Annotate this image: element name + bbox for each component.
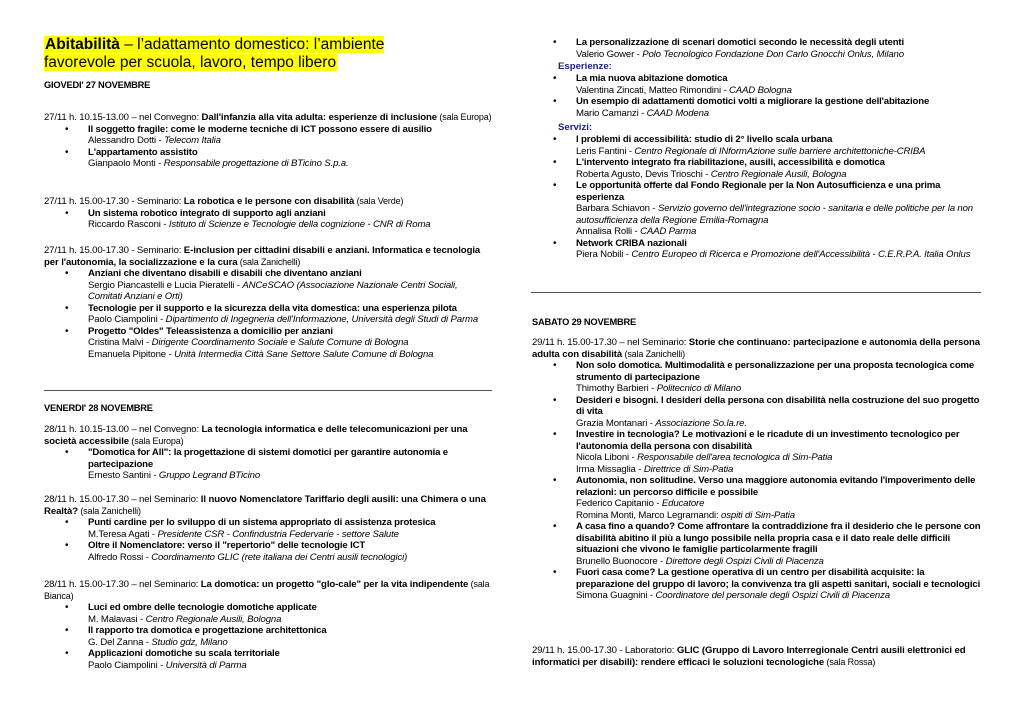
speaker-name: Barbara Schiavon - [576, 203, 658, 214]
day-heading-thursday: GIOVEDI' 27 NOVEMBRE [44, 80, 151, 90]
speaker-line [88, 314, 492, 326]
event-time: 28/11 h. 10.15-13.00 – nel Convegno: [44, 424, 202, 435]
talk-title: • "Domotica for All": la progettazione di sistemi domotici per garantire autonomia e partecipazione [88, 447, 448, 470]
event-time: 29/11 h. 15.00-17.30 - Laboratorio: [532, 645, 677, 656]
list-item [44, 208, 492, 231]
talk-title: • Applicazioni domotiche su scala territoriale [88, 648, 280, 660]
speaker-name: Valentina Zincati, Matteo Rimondini - [576, 84, 730, 96]
speaker-line [576, 498, 982, 510]
speaker-affiliation: ospiti di Sim-Patia [721, 509, 795, 521]
speaker-name: Thimothy Barbieri - [576, 383, 657, 395]
list-item [532, 360, 982, 395]
item-list [44, 447, 492, 482]
speaker-name: G. Del Zanna - [88, 636, 152, 648]
speaker-line [576, 203, 982, 226]
list-item [44, 540, 492, 563]
speaker-affiliation: Presidente CSR - Confindustria Federvarie - settore Salute [157, 528, 399, 540]
speaker-affiliation: Istituto di Scienze e Tecnologie della cognizione - CNR di Roma [168, 219, 431, 231]
speaker-affiliation: CAAD Parma [640, 226, 697, 237]
speaker-name: Ernesto Santini - [88, 470, 159, 482]
talk-title: • La personalizzazione di scenari domotici secondo le necessità degli utenti [576, 37, 904, 48]
speaker-name: Irma Missaglia - [576, 463, 644, 475]
speaker-line [576, 249, 982, 261]
talk-title: • Investire in tecnologia? Le motivazioni e le ricadute di un investimento tecnologico per l'autonomia della persona con disabilità [576, 429, 960, 452]
event-header [44, 579, 492, 602]
speaker-line [576, 418, 982, 430]
talk-title: • Il soggetto fragile: come le moderne tecniche di ICT possono essere di ausilio [88, 123, 432, 135]
speaker-line [88, 158, 492, 170]
speaker-line [88, 470, 492, 482]
speaker-affiliation: Responsabile dell'area tecnologica di Sim-Patia [637, 452, 833, 464]
speaker-affiliation: Responsabile progettazione di BTicino S.p.a. [163, 158, 349, 170]
speaker-name: Paolo Ciampolini - [88, 659, 166, 671]
event-header [532, 337, 982, 360]
speaker-affiliation: CAAD Bologna [729, 84, 792, 96]
speaker-affiliation: Direttore degli Ospizi Civili di Piacenza [665, 555, 824, 567]
item-list [532, 37, 982, 60]
list-item [532, 157, 982, 180]
speaker-affiliation: Associazione So.la.re. [655, 417, 747, 429]
item-list [532, 360, 982, 602]
talk-title: • Oltre il Nomenclatore: verso il "repertorio" delle tecnologie ICT [88, 540, 366, 552]
event-time: 28/11 h. 15.00-17.30 – nel Seminario: [44, 494, 201, 505]
speaker-affiliation: Centro Regionale Ausili, Bologna [145, 613, 282, 625]
speaker-line [88, 637, 492, 649]
item-list [44, 602, 492, 671]
event-block [532, 337, 982, 602]
list-item [44, 268, 492, 303]
speaker-line [576, 556, 982, 568]
speaker-line [576, 383, 982, 395]
event-header [44, 245, 492, 268]
item-list [44, 517, 492, 563]
talk-title: • Fuori casa come? La gestione operativa di un centro per disabilità acquisite: la preparazione del gruppo di lavoro; la convivenza tra gli aspetti sanitari, sociali e tecnologici [576, 567, 981, 590]
list-item [44, 147, 492, 170]
item-list [44, 124, 492, 170]
event-block [532, 645, 982, 668]
talk-title: • Punti cardine per lo sviluppo di un sistema appropriato di assistenza protesica [88, 517, 436, 529]
speaker-name: Federico Capitanio - [576, 498, 662, 510]
event-time: 28/11 h. 15.00-17.30 – nel Seminario: [44, 579, 201, 590]
speaker-name: Gianpaolo Monti - [88, 158, 164, 170]
event-time: 29/11 h. 15.00-17.30 – nel Seminario: [532, 337, 689, 348]
speaker-name: Emanuela Pipitone - [88, 348, 175, 360]
day-heading-friday: VENERDI' 28 NOVEMBRE [44, 403, 153, 413]
speaker-name: Romina Monti, Marco Legramandi: [576, 509, 722, 521]
speaker-name: Alfredo Rossi - [88, 551, 152, 563]
talk-title: • Anziani che diventano disabili e disabili che diventano anziani [88, 268, 362, 280]
speaker-affiliation: Telecom Italia [164, 135, 221, 147]
event-block [44, 424, 492, 482]
list-item [532, 73, 982, 96]
event-time: 27/11 h. 15.00-17.30 - Seminario: [44, 245, 184, 256]
list-item [44, 625, 492, 648]
list-item [44, 303, 492, 326]
event-name: E-inclusion per cittadini disabili e anziani. Informatica e tecnologia per l'autonomia, la socializzazione e la cura [44, 245, 481, 268]
event-block [44, 494, 492, 563]
section-label-servizi: Servizi: [558, 122, 593, 133]
speaker-affiliation: ANCeSCAO (Associazione Nazionale Centri Sociali, Comitati Anziani e Orti) [88, 279, 458, 303]
title-bold: Abitabilità [45, 36, 120, 53]
speaker-line [88, 337, 492, 349]
speaker-line [576, 108, 982, 120]
speaker-name: Mario Camanzi - [576, 107, 647, 119]
divider [44, 390, 492, 391]
speaker-name: M. Malavasi - [88, 613, 146, 625]
left-column [44, 0, 492, 671]
talk-title: • Progetto "Oldes" Teleassistenza a domicilio per anziani [88, 325, 333, 337]
speaker-affiliation: Unità Intermedia Città Sane Settore Salute Comune di Bologna [174, 348, 434, 360]
event-name: La robotica e le persone con disabilità [183, 196, 355, 207]
list-item [44, 447, 492, 482]
event-time: 27/11 h. 15.00-17.30 - Seminario: [44, 196, 184, 207]
speaker-line [88, 219, 492, 231]
speaker-name: Alessandro Dotti - [88, 135, 165, 147]
speaker-line [576, 169, 982, 181]
speaker-line [576, 510, 982, 522]
speaker-name: Paolo Ciampolini - [88, 314, 166, 326]
item-list [44, 208, 492, 231]
list-item [532, 475, 982, 521]
event-name: La tecnologia informatica e delle telecomunicazioni per una società accessibile [44, 424, 468, 447]
speaker-name: Valerio Gower - [576, 48, 643, 60]
event-room: (sala Verde) [354, 196, 404, 206]
speaker-name: Nicola Liboni - [576, 452, 638, 464]
list-item [532, 567, 982, 602]
event-name: GLIC (Gruppo di Lavoro Interregionale Centri ausili elettronici ed informatici per disabili): rendere efficaci le soluzioni tecnologiche [532, 645, 966, 668]
speaker-name: Simona Guagnini - [576, 590, 656, 602]
list-item [44, 124, 492, 147]
speaker-line [576, 452, 982, 464]
speaker-line [88, 529, 492, 541]
speaker-affiliation: Dipartimento di Ingegneria dell'Informazione, Università degli Studi di Parma [165, 314, 479, 326]
event-name: La domotica: un progetto "glo-cale" per la vita indipendente [200, 579, 469, 590]
event-header [44, 112, 492, 124]
speaker-affiliation: Dirigente Coordinamento Sociale e Salute Comune di Bologna [151, 337, 409, 349]
event-header [44, 196, 492, 208]
title-rest: – l’adattamento domestico: l’ambiente favorevole per scuola, lavoro, tempo libero [44, 36, 385, 71]
list-item [532, 37, 982, 60]
page-title [44, 36, 454, 72]
speaker-line [88, 614, 492, 626]
speaker-name: Riccardo Rasconi - [88, 219, 169, 231]
list-item [44, 326, 492, 361]
event-block [44, 245, 492, 360]
list-item [532, 96, 982, 119]
event-name: Il nuovo Nomenclatore Tariffario degli ausili: una Chimera o una Realtà? [44, 494, 486, 517]
speaker-line [576, 464, 982, 476]
event-block [44, 112, 492, 170]
event-block [44, 579, 492, 671]
speaker-affiliation: Servizio governo dell'integrazione socio - sanitaria e delle politiche per la non autosufficienza della Regione Emilia-Romagna [576, 203, 973, 226]
talk-title: • Luci ed ombre delle tecnologie domotiche applicate [88, 602, 317, 614]
talk-title: • Un sistema robotico integrato di supporto agli anziani [88, 207, 326, 219]
speaker-line [576, 49, 982, 61]
list-item [532, 134, 982, 157]
talk-title: • Desideri e bisogni. I desideri della persona con disabilità nella costruzione del suo progetto di vita [576, 394, 980, 418]
talk-title: • Il rapporto tra domotica e progettazione architettonica [88, 625, 327, 637]
speaker-line [88, 349, 492, 361]
list-item [44, 648, 492, 671]
speaker-affiliation: Polo Tecnologico Fondazione Don Carlo Gnocchi Onlus, Milano [642, 48, 904, 60]
speaker-name: Piera Nobili - [576, 249, 632, 260]
speaker-name: Sergio Piancastelli e Lucia Pieratelli - [88, 279, 243, 291]
speaker-affiliation: Studio gdz, Milano [151, 636, 228, 648]
list-item [532, 395, 982, 430]
day-heading-saturday: SABATO 29 NOVEMBRE [532, 317, 637, 327]
speaker-affiliation: Università di Parma [165, 659, 247, 671]
talk-title: • Le opportunità offerte dal Fondo Regionale per la Non Autosufficienza e una prima esperienza [576, 180, 941, 203]
speaker-name: Leris Fantini - [576, 145, 635, 157]
speaker-affiliation: Direttrice di Sim-Patia [643, 463, 734, 475]
item-list [532, 134, 982, 261]
talk-title: • L'intervento integrato fra riabilitazione, ausili, accessibilità e domotica [576, 157, 885, 168]
speaker-affiliation: Centro Regionale Ausili, Bologna [710, 168, 847, 180]
speaker-name: Roberta Agusto, Devis Trioschi - [576, 168, 711, 180]
speaker-affiliation: CAAD Modena [646, 107, 709, 119]
list-item [44, 517, 492, 540]
list-item [532, 180, 982, 238]
event-room: (sala Rossa) [824, 656, 876, 667]
item-list [532, 73, 982, 119]
speaker-affiliation: Centro Europeo di Ricerca e Promozione dell'Accessibilità - C.E.R.P.A. Italia Onlus [631, 249, 971, 260]
event-name: Dall'infanzia alla vita adulta: esperienze di inclusione [201, 112, 438, 123]
speaker-line [576, 226, 982, 238]
speaker-affiliation: Gruppo Legrand BTicino [158, 470, 261, 482]
speaker-line [576, 85, 982, 97]
talk-title: • Tecnologie per il supporto e la sicurezza della vita domestica: una esperienza pilota [88, 302, 457, 314]
speaker-name: Grazia Montanari - [576, 417, 656, 429]
talk-title: • La mia nuova abitazione domotica [576, 73, 728, 84]
event-name: Storie che continuano: partecipazione e autonomia della persona adulta con disabilità [532, 337, 980, 360]
event-room: (sala Zanichelli) [77, 505, 141, 516]
speaker-line [576, 590, 982, 602]
section-label-esperienze: Esperienze: [558, 61, 612, 72]
speaker-line [576, 146, 982, 158]
speaker-line [88, 552, 492, 564]
list-item [44, 602, 492, 625]
list-item [532, 521, 982, 567]
talk-title: • Non solo domotica. Multimodalità e personalizzazione per una proposta tecnologica come strumento di partecipazione [576, 360, 975, 383]
talk-title: • Un esempio di adattamenti domotici volti a migliorare la gestione dell'abitazione [576, 96, 930, 107]
talk-title: • A casa fino a quando? Come affrontare la contraddizione fra il desiderio che le persone con disabilità abitino il più a lungo possibile nella propria casa e il dato reale delle difficili situazioni che vivono le famiglie particolarmente fragili [576, 521, 981, 556]
talk-title: • L'appartamento assistito [88, 146, 198, 158]
divider [531, 292, 981, 293]
event-header [532, 645, 982, 668]
event-header [44, 494, 492, 517]
event-room: (sala Europa) [437, 112, 492, 122]
list-item [532, 238, 982, 261]
talk-title: • Autonomia, non solitudine. Verso una maggiore autonomia evitando l'impoverimento delle relazioni: un percorso difficile e possibile [576, 475, 976, 498]
speaker-name: Brunello Buonocore - [576, 555, 666, 567]
speaker-line [88, 135, 492, 147]
speaker-affiliation: Coordinamento GLIC (rete italiana dei Centri ausili tecnologici) [151, 551, 408, 563]
speaker-affiliation: Coordinatore del personale degli Ospizi Civili di Piacenza [655, 590, 890, 602]
event-time: 27/11 h. 10.15-13.00 – nel Convegno: [44, 112, 202, 123]
item-list [44, 268, 492, 360]
talk-title: • I problemi di accessibilità: studio di 2° livello scala urbana [576, 134, 833, 145]
event-room: (sala Zanichelli) [237, 256, 301, 267]
speaker-line [88, 660, 492, 672]
speaker-affiliation: Centro Regionale di INformAzione sulle barriere architettoniche-CRIBA [634, 145, 926, 157]
event-room: (sala Europa) [129, 435, 184, 446]
speaker-affiliation: Educatore [661, 498, 705, 510]
speaker-affiliation: Politecnico di Milano [656, 383, 742, 395]
event-block [44, 196, 492, 231]
speaker-line [88, 280, 492, 303]
event-room: (sala Zanichelli) [622, 348, 685, 359]
speaker-name: M.Teresa Agati - [88, 528, 158, 540]
speaker-name: Cristina Malvi - [88, 337, 152, 349]
event-room: (sala Bianca) [44, 579, 490, 601]
event-header [44, 424, 492, 447]
list-item [532, 429, 982, 475]
speaker-name: Annalisa Rolli - [576, 226, 641, 237]
talk-title: • Network CRIBA nazionali [576, 237, 687, 249]
